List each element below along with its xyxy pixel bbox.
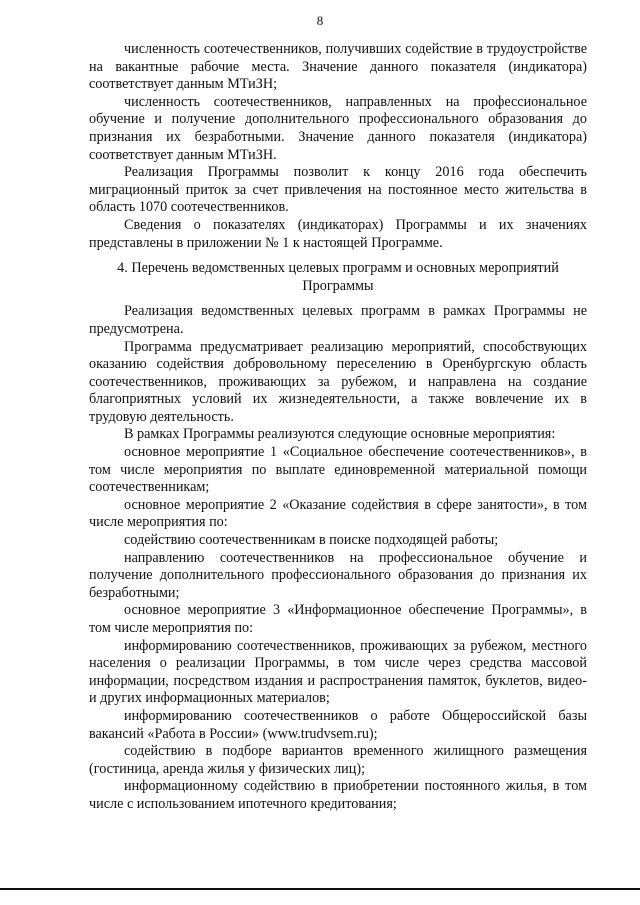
list-item-public-informing: информированию соотечественников, проживающих за рубежом, местного населения о реализации Программы, в том числе через средства массовой информации, посредством издания и распространения памяток, буклетов, видео- и других информационных материалов;	[89, 637, 587, 707]
section-heading: 4. Перечень ведомственных целевых программ и основных мероприятий Программы	[117, 260, 559, 294]
list-item-vacancy-database: информированию соотечественников о работе Общероссийской базы вакансий «Работа в России» (www.trudvsem.ru);	[89, 707, 587, 742]
list-item-temporary-housing: содействию в подборе вариантов временного жилищного размещения (гостиница, аренда жилья у физических лиц);	[89, 743, 587, 777]
list-item-measure-2: основное мероприятие 2 «Оказание содействия в сфере занятости», в том числе мероприятия по:	[89, 496, 587, 531]
paragraph-indicators-appendix: Сведения о показателях (индикаторах) Программы и их значениях представлены в приложении № 1 к настоящей Программе.	[89, 216, 587, 251]
list-item-training-referral: направлению соотечественников на профессиональное обучение и получение дополнительного профессионального образования до признания их безработными;	[89, 549, 587, 601]
bottom-divider	[0, 888, 640, 890]
list-item-measure-1: основное мероприятие 1 «Социальное обеспечение соотечественников», в том числе мероприятия по выплате единовременной материальной помощи соотечественникам;	[89, 444, 587, 496]
list-item-measure-3: основное мероприятие 3 «Информационное обеспечение Программы», в том числе мероприятия по:	[89, 602, 587, 636]
list-item-job-search: содействию соотечественникам в поиске подходящей работы;	[124, 532, 499, 549]
paragraph-main-measures-intro: В рамках Программы реализуются следующие основные мероприятия:	[124, 426, 556, 443]
list-item-permanent-housing: информационному содействию в приобретении постоянного жилья, в том числе с использованием ипотечного кредитования;	[89, 778, 587, 812]
paragraph-departmental-programs: Реализация ведомственных целевых программ в рамках Программы не предусмотрена.	[89, 303, 587, 337]
paragraph-training-count: численность соотечественников, направленных на профессиональное обучение и получение дополнительного профессионального образования до признания их безработными. Значение данного показателя (индикатора) соответствует данным МТиЗН.	[89, 93, 587, 163]
document-body	[89, 41, 587, 814]
paragraph-migration-inflow: Реализация Программы позволит к концу 2016 года обеспечить миграционный приток за счет привлечения на постоянное место жительства в область 1070 соотечественников.	[89, 164, 587, 216]
paragraph-employment-count: численность соотечественников, получивших содействие в трудоустройстве на вакантные рабочие места. Значение данного показателя (индикатора) соответствует данным МТиЗН;	[89, 41, 587, 93]
page-number: 8	[316, 13, 324, 28]
paragraph-program-measures: Программа предусматривает реализацию мероприятий, способствующих оказанию содействия добровольному переселению в Оренбургскую область соотечественников, проживающих за рубежом, и направлена на создание благоприятных условий их жизнедеятельности, а также вовлечение их в трудовую деятельность.	[89, 338, 587, 425]
